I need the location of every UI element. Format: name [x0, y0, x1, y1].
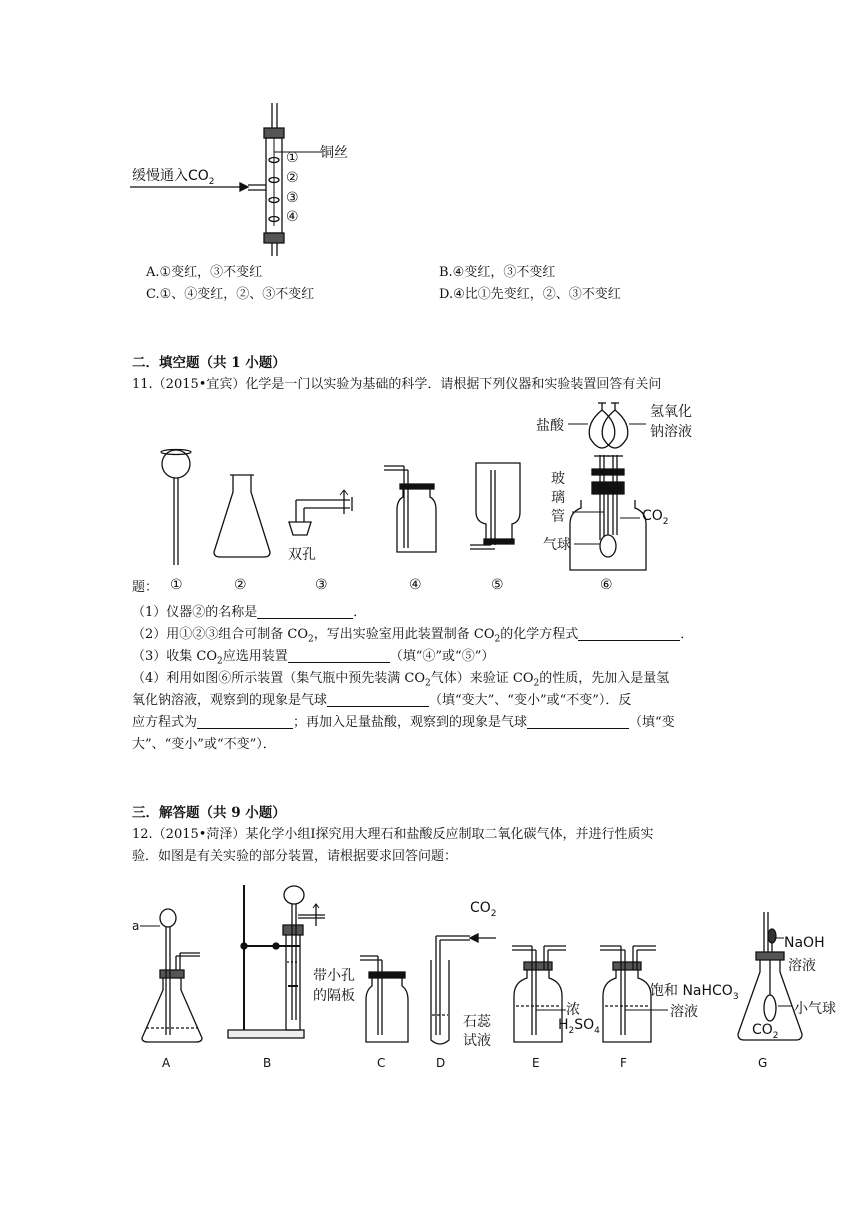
q11-label-5: ⑤: [491, 577, 504, 593]
q12-label-e-2: $H_2SO_4$: [558, 1017, 600, 1036]
q11-naoh-label-2: 钠溶液: [650, 424, 692, 440]
q12-label-g-3: 小气球: [794, 1001, 836, 1017]
q12-stem-line-2: 验．如图是有关实验的部分装置，请根据要求回答问题：: [132, 849, 458, 864]
q12-label-g-co2: $CO_2$: [752, 1022, 779, 1041]
q10-wire-label: 铜丝: [320, 145, 348, 161]
q12-label-f-1: 饱和 NaHCO$_3$: [650, 983, 739, 1002]
q12-label-d-co2: $CO_2$: [470, 900, 497, 919]
q11-label-1: ①: [170, 577, 183, 593]
q10-option-b: B.④变红，③不变红: [439, 265, 556, 280]
q11-part-4-line-1: （4）利用如图⑥所示装置（集气瓶中预先装满 $CO_2$气体）来验证 $CO_2$的性质，先加入是量氢: [132, 671, 670, 689]
q12-label-e-1: 浓: [566, 1002, 580, 1018]
q11-hcl-label: 盐酸: [536, 418, 564, 434]
q12-letter-c: C: [377, 1056, 386, 1070]
q11-part-4-line-2: 氧化钠溶液，观察到的现象是气球 （填“变大”、“变小”或“不变”）．反: [132, 693, 632, 708]
q10-option-a: A.①变红，③不变红: [146, 265, 263, 280]
q10-marker-4: ④: [286, 209, 299, 225]
q12-label-b-1: 带小孔: [313, 968, 355, 984]
q12-label-g-2: 溶液: [788, 958, 816, 974]
q12-label-d-2: 试液: [463, 1033, 491, 1049]
q10-marker-1: ①: [286, 150, 299, 166]
q12-letter-a: A: [162, 1056, 171, 1070]
q12-label-d-1: 石蕊: [463, 1014, 491, 1030]
q11-glass-label-3: 管: [551, 509, 565, 525]
q11-label-2: ②: [234, 577, 247, 593]
q11-label-4: ④: [409, 577, 422, 593]
q11-double-hole-label: 双孔: [288, 547, 316, 563]
q12-letter-f: F: [620, 1056, 627, 1070]
q10-option-c: C.①、④变红，②、③不变红: [146, 287, 315, 302]
section-3-title: 三．解答题（共 9 小题）: [132, 805, 286, 821]
q12-letter-b: B: [263, 1056, 272, 1070]
q12-label-f-2: 溶液: [670, 1004, 698, 1020]
q11-part-2: （2）用①②③组合可制备 $CO_2$，写出实验室用此装置制备 $CO_2$的化学方程式 ．: [132, 627, 694, 645]
q12-letter-g: G: [758, 1056, 768, 1070]
q11-balloon-label: 气球: [543, 537, 571, 553]
q11-glass-label-1: 玻: [551, 471, 565, 487]
q11-co2-label: $CO_2$: [642, 508, 669, 527]
q11-part-1: （1）仪器②的名称是 ．: [132, 605, 367, 620]
q12-label-g-1: NaOH: [784, 935, 825, 951]
q10-marker-3: ③: [286, 190, 299, 206]
q11-stem-continued: 题：: [132, 580, 159, 595]
q11-label-3: ③: [315, 577, 328, 593]
q12-stem-line-1: 12.（2015•菏泽）某化学小组Ⅰ探究用大理石和盐酸反应制取二氧化碳气体，并进行性质实: [132, 827, 654, 842]
q11-part-3: （3）收集 $CO_2$应选用装置 （填“④”或“⑤”）: [132, 649, 495, 667]
q11-stem: 11.（2015•宜宾）化学是一门以实验为基础的科学．请根据下列仪器和实验装置回答有关问: [132, 377, 662, 392]
q11-part-4-line-3: 应方程式为 ；再加入足量盐酸，观察到的现象是气球 （填“变: [132, 715, 675, 730]
q11-glass-label-2: 璃: [551, 490, 565, 506]
q12-label-b-2: 的隔板: [313, 988, 355, 1004]
q11-label-6: ⑥: [600, 577, 613, 593]
q12-letter-d: D: [436, 1056, 446, 1070]
q10-marker-2: ②: [286, 170, 299, 186]
q10-inlet-label: 缓慢通入$CO_2$: [132, 168, 215, 187]
q11-naoh-label-1: 氢氧化: [650, 404, 692, 420]
q12-label-a: a: [132, 919, 140, 933]
section-2-title: 二．填空题（共 1 小题）: [132, 355, 286, 371]
q10-option-d: D.④比①先变红，②、③不变红: [439, 287, 621, 302]
q11-part-4-line-4: 大”、“变小”或“不变”）．: [132, 737, 276, 752]
q12-letter-e: E: [532, 1056, 540, 1070]
